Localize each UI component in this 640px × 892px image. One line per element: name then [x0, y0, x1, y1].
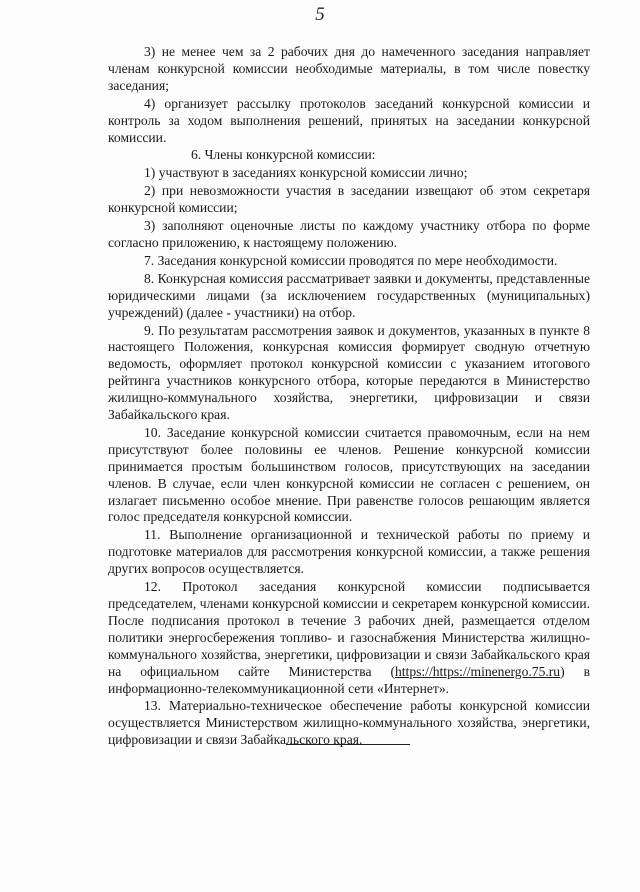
paragraph-6-2: 2) при невозможности участия в заседании извещают об этом секретаря конкурсной комиссии; — [108, 183, 590, 216]
paragraph-11: 11. Выполнение организационной и технической работы по приему и подготовке материалов для рассмотрения конкурсной комиссии, а также решения других вопросов осуществляется. — [108, 527, 590, 577]
paragraph-5-3: 3) не менее чем за 2 рабочих дня до намеченного заседания направляет членам конкурсной комиссии необходимые материалы, в том числе повестку заседания; — [108, 44, 590, 93]
paragraph-5-4: 4) организует рассылку протоколов заседаний конкурсной комиссии и контроль за ходом выполнения решений, принятых на заседании конкурсной комиссии. — [108, 95, 590, 145]
paragraph-9: 9. По результатам рассмотрения заявок и документов, указанных в пункте 8 настоящего Положения, конкурсная комиссия формирует сводную отчетную ведомость, оформляет протокол конкурсной комиссии с указанием итогового рейтинга участников конкурсного отбора, которые передаются в Министерство жилищно-коммунального хозяйства, энергетики, цифровизации и связи Забайкальского края. — [108, 322, 590, 423]
paragraph-7: 7. Заседания конкурсной комиссии проводятся по мере необходимости. — [144, 252, 558, 268]
paragraph-10: 10. Заседание конкурсной комиссии считается правомочным, если на нем присутствуют более половины ее членов. Решение конкурсной комиссии принимается простым большинством голосов, присутствующих на заседании членов. В случае, если член конкурсной комиссии не согласен с решением, он излагает письменно особое мнение. При равенстве голосов решающим является голос председателя конкурсной комиссии. — [108, 424, 590, 525]
paragraph-13: 13. Материально-техническое обеспечение работы конкурсной комиссии осуществляется Министерством жилищно-коммунального хозяйства, энергетики, цифровизации и связи Забайкальского края. — [108, 698, 590, 748]
paragraph-12-text-start: 12. Протокол заседания конкурсной комиссии подписывается председателем, членами конкурсной комиссии и секретарем конкурсной комиссии. После подписания протокол в течение 3 рабочих дней, размещается отделом политики энергосбережения топливо- и газоснабжения Министерства жилищно-коммунального хозяйства, энергетики, цифровизации и связи Забайкальского края на официальном сайте Министерства ( — [108, 579, 590, 679]
page-number: 5 — [315, 4, 325, 25]
paragraph-6-1: 1) участвуют в заседаниях конкурсной комиссии лично; — [144, 165, 468, 181]
closing-divider-line — [286, 744, 410, 745]
paragraph-6-heading: 6. Члены конкурсной комиссии: — [191, 147, 376, 163]
paragraph-8: 8. Конкурсная комиссия рассматривает заявки и документы, представленные юридическими лицами (за исключением государственных (муниципальных) учреждений) (далее - участники) на отбор. — [108, 270, 590, 320]
paragraph-6-3: 3) заполняют оценочные листы по каждому участнику отбора по форме согласно приложению, к настоящему положению. — [108, 218, 590, 250]
ministry-website-link[interactable]: https://https://minenergo.75.ru — [394, 663, 561, 679]
paragraph-12-text-end: ) в информационно-телекоммуникационной сети «Интернет». — [108, 663, 590, 696]
document-body — [108, 44, 590, 750]
paragraph-12 — [108, 579, 590, 697]
